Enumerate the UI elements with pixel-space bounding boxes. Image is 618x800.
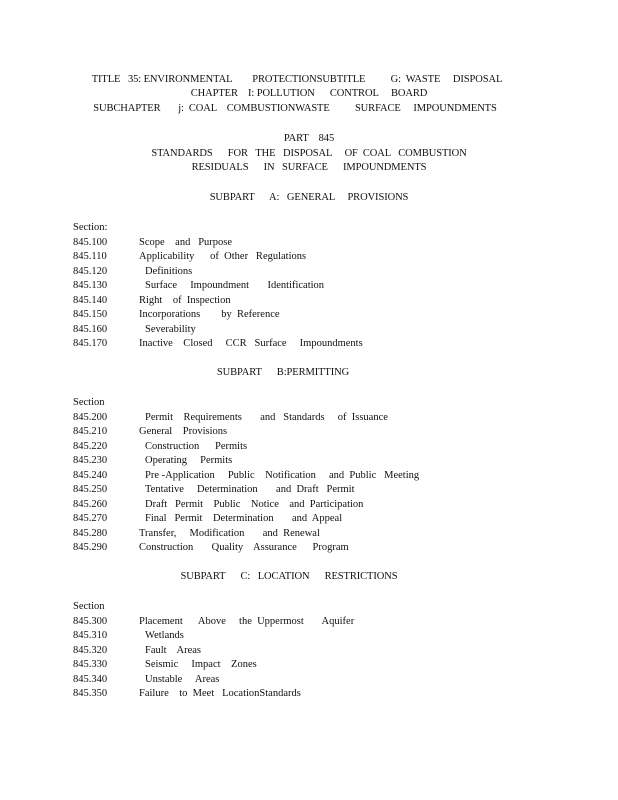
section-number: 845.340 — [73, 673, 108, 685]
section-title: Permit Requirements and Standards of Issuance — [145, 411, 388, 423]
subpart-b-heading: SUBPART B:PERMITTING — [216, 367, 350, 378]
section-title: Final Permit Determination and Appeal — [145, 513, 343, 524]
section-title: Transfer, Modification and Renewal — [139, 527, 320, 539]
section-title: Surface Impoundment Identification — [145, 280, 325, 291]
section-number: 845.110 — [73, 251, 107, 262]
section-number: 845.150 — [73, 309, 108, 320]
section-title: Operating Permits — [145, 455, 233, 466]
section-title: Wetlands — [145, 630, 184, 641]
section-title: Unstable Areas — [145, 673, 220, 685]
section-number: 845.250 — [73, 484, 108, 495]
section-title: Failure to Meet LocationStandards — [139, 688, 301, 699]
section-number: 845.330 — [73, 659, 108, 670]
section-title: Fault Areas — [145, 644, 201, 656]
section-number: 845.310 — [73, 630, 108, 641]
subpart-a-heading: SUBPART A: GENERAL PROVISIONS — [209, 192, 409, 203]
subpart-a-section-label: Section: — [73, 222, 108, 233]
section-title: Construction Quality Assurance Program — [139, 542, 349, 553]
section-number: 845.320 — [73, 644, 108, 656]
part-title-line-2: RESIDUALS IN SURFACE IMPOUNDMENTS — [191, 162, 427, 173]
section-number: 845.130 — [73, 280, 108, 291]
section-title: Tentative Determination and Draft Permit — [145, 484, 355, 495]
section-title: Placement Above the Uppermost Aquifer — [139, 615, 355, 627]
part-number: PART 845 — [283, 133, 335, 144]
subpart-b-section-label: Section — [73, 397, 105, 408]
title-header-line: TITLE 35: ENVIRONMENTAL PROTECTIONSUBTITLE G: WASTE DISPOSAL — [91, 74, 503, 85]
section-number: 845.350 — [73, 688, 108, 699]
section-title: Seismic Impact Zones — [145, 659, 257, 670]
section-title: Incorporations by Reference — [139, 309, 280, 320]
section-number: 845.100 — [73, 236, 108, 248]
section-number: 845.160 — [73, 323, 108, 335]
section-title: Definitions — [145, 265, 193, 277]
section-number: 845.200 — [73, 411, 108, 423]
subchapter-header-line: SUBCHAPTER j: COAL COMBUSTIONWASTE SURFACE IMPOUNDMENTS — [93, 103, 497, 114]
section-number: 845.230 — [73, 455, 108, 466]
section-title: Scope and Purpose — [139, 236, 233, 248]
section-number: 845.220 — [73, 440, 108, 452]
section-number: 845.260 — [73, 498, 108, 510]
section-title: Pre -Application Public Notification and Public Meeting — [145, 469, 420, 481]
section-number: 845.290 — [73, 542, 108, 553]
chapter-header-line: CHAPTER I: POLLUTION CONTROL BOARD — [190, 88, 428, 99]
section-title: General Provisions — [139, 426, 228, 437]
subpart-c-section-label: Section — [73, 601, 105, 612]
section-number: 845.240 — [73, 469, 108, 481]
section-title: Right of Inspection — [139, 294, 231, 306]
section-title: Severability — [145, 323, 196, 335]
section-number: 845.140 — [73, 294, 108, 306]
section-title: Inactive Closed CCR Surface Impoundments — [139, 338, 363, 349]
section-number: 845.120 — [73, 265, 108, 277]
part-title-line-1: STANDARDS FOR THE DISPOSAL OF COAL COMBUSTION — [151, 148, 467, 159]
subpart-c-heading: SUBPART C: LOCATION RESTRICTIONS — [180, 571, 398, 582]
section-number: 845.270 — [73, 513, 108, 524]
section-number: 845.280 — [73, 527, 108, 539]
section-number: 845.170 — [73, 338, 108, 349]
section-number: 845.300 — [73, 615, 108, 627]
section-title: Applicability of Other Regulations — [139, 251, 307, 262]
section-title: Construction Permits — [145, 440, 248, 452]
section-title: Draft Permit Public Notice and Participation — [145, 498, 364, 510]
section-number: 845.210 — [73, 426, 108, 437]
